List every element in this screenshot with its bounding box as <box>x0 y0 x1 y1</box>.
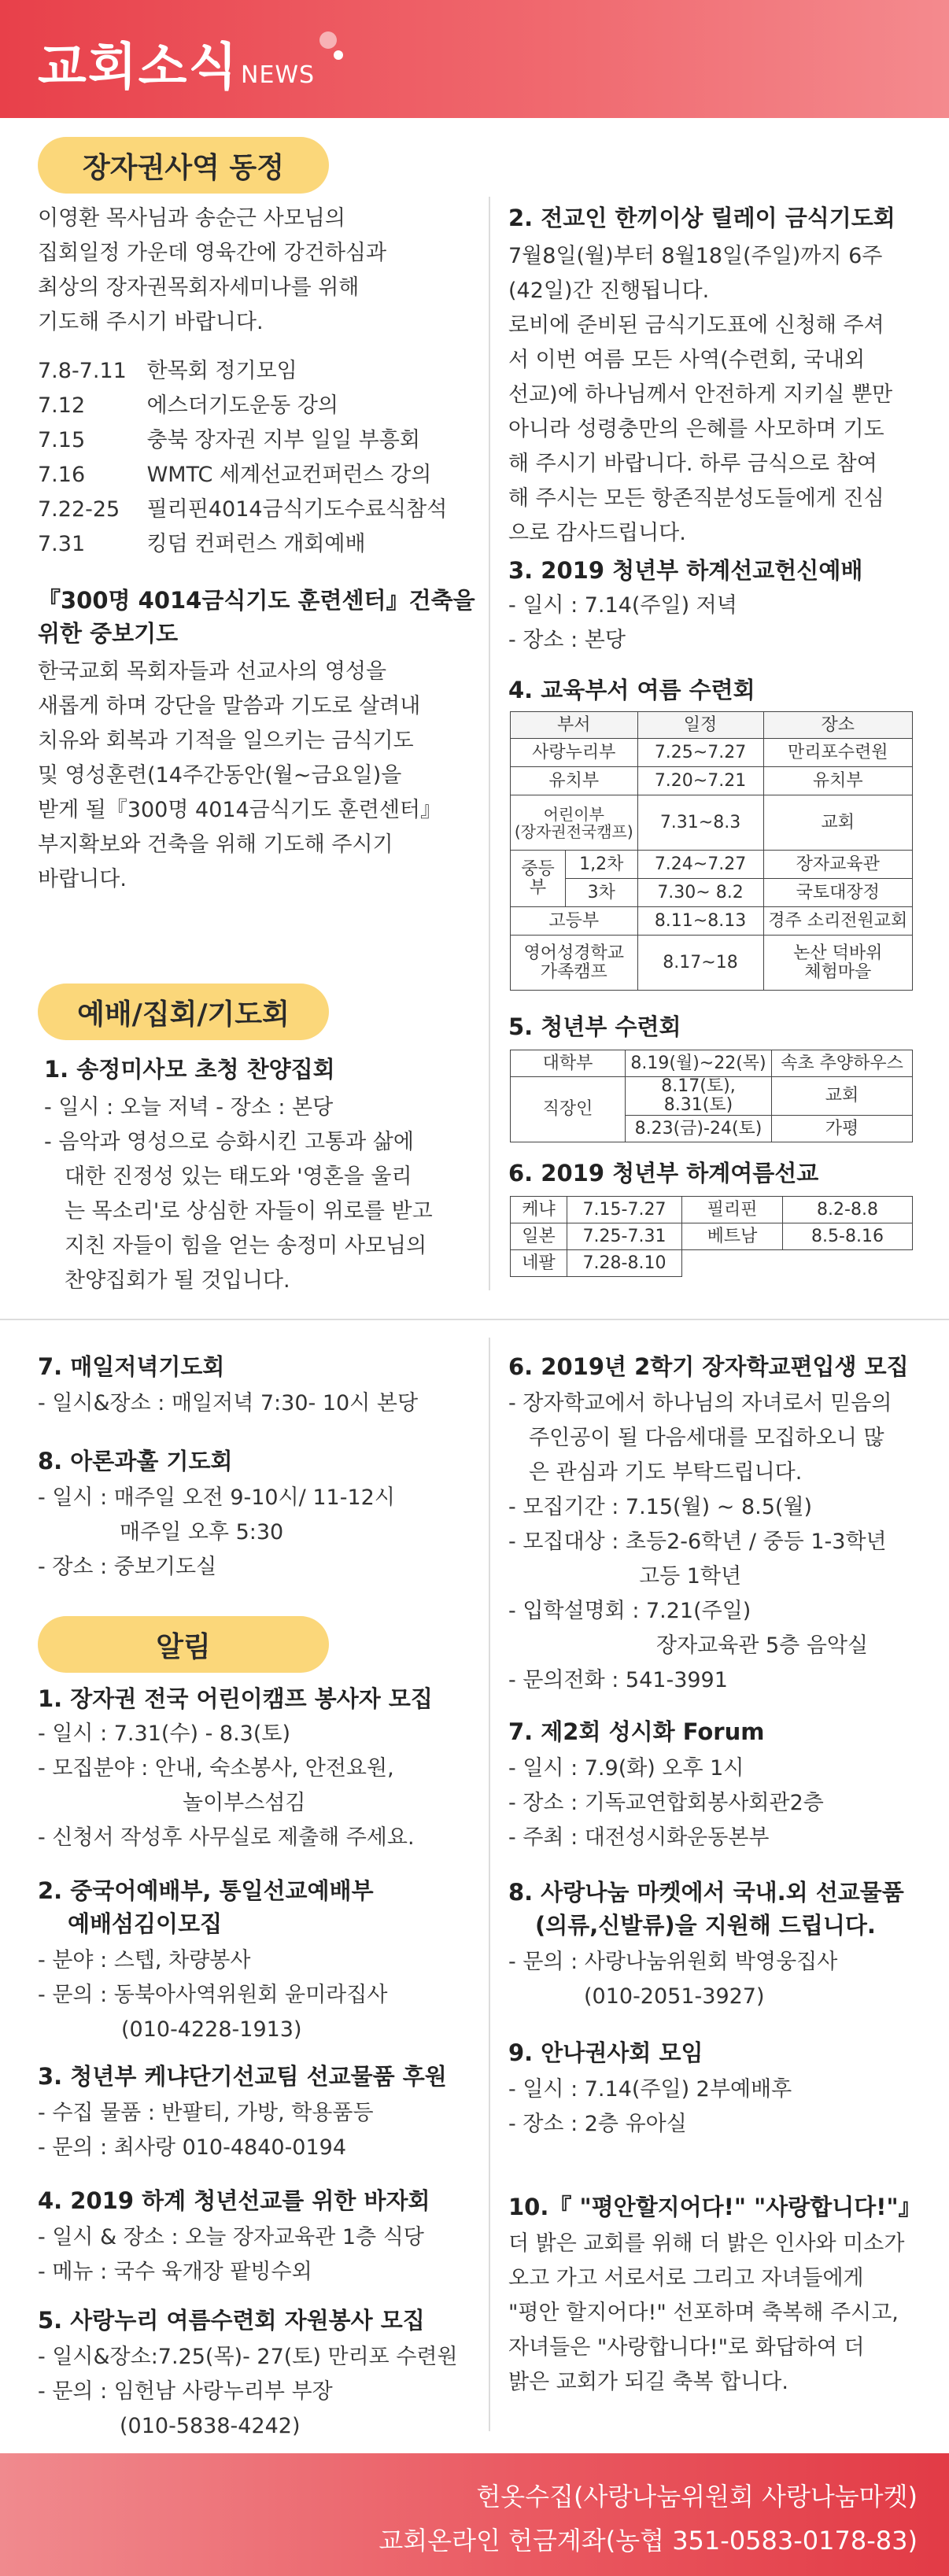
page-subtitle: NEWS <box>241 61 316 89</box>
evening-prayer-title: 7. 매일저녁기도회 <box>38 1353 225 1380</box>
notice-5-details: - 일시&장소:7.25(목)- 27(토) 만리포 수련원 - 문의 : 임헌남 사랑누리부 부장 (010-5838-4242) <box>38 2345 458 2438</box>
anna-details: - 일시 : 7.14(주일) 2부예배후 - 장소 : 2층 유아실 <box>508 2077 792 2136</box>
youth-mission-title: 6. 2019 청년부 하계여름선교 <box>508 1160 819 1187</box>
table-row: 유치부 7.20~7.21 유치부 <box>511 767 913 795</box>
table-row: 일본 7.25-7.31 베트남 8.5-8.16 <box>511 1223 913 1250</box>
evening-prayer-details: - 일시&장소 : 매일저녁 7:30- 10시 본당 <box>38 1391 419 1415</box>
table-row: 어린이부 (장자권전국캠프) 7.31~8.3 교회 <box>511 795 913 851</box>
column-divider <box>489 197 490 1290</box>
footer-bank-account: 교회온라인 헌금계좌(농협 351-0583-0178-83) <box>378 2526 918 2556</box>
concert-details: - 일시 : 오늘 저녁 - 장소 : 본당 - 음악과 영성으로 승화시킨 고통과 삶에 대한 진정성 있는 태도와 '영혼을 울리 는 목소리'로 상심한 자들이 위로를 받고 지친 자들이 힘을 얻는 송정미 사모님의 찬양집회가 될 것입니다. <box>44 1095 433 1293</box>
market-title: 8. 사랑나눔 마켓에서 국내.외 선교물품 (의류,신발류)을 지원해 드립니다. <box>508 1879 904 1939</box>
notice-3-title: 3. 청년부 케냐단기선교팀 선교물품 후원 <box>38 2063 447 2090</box>
schedule-row: 7.15 충북 장자권 지부 일일 부흥회 <box>38 428 420 452</box>
schedule-row: 7.22-25 필리핀4014금식기도수료식참석 <box>38 497 448 522</box>
aaron-hur-details: - 일시 : 매주일 오전 9-10시/ 11-12시 매주일 오후 5:30 - 장소 : 중보기도실 <box>38 1485 395 1579</box>
market-details: - 문의 : 사랑나눔위원회 박영웅집사 (010-2051-3927) <box>508 1950 838 2009</box>
notice-3-details: - 수집 물품 : 반팔티, 가방, 학용품등 - 문의 : 최사랑 010-4840-0194 <box>38 2101 374 2160</box>
youth-worship-details: - 일시 : 7.14(주일) 저녁 - 장소 : 본당 <box>508 593 737 652</box>
notice-2-details: - 분야 : 스텝, 차량봉사 - 문의 : 동북아사역위원회 윤미라집사 (010-4228-1913) <box>38 1948 388 2042</box>
fasting-body: 7월8일(월)부터 8월18일(주일)까지 6주 (42일)간 진행됩니다. 로비에 준비된 금식기도표에 신청해 주셔 서 이번 여름 모든 사역(수련회, 국내외 선교)에 하나님께서 안전하게 지키실 뿐만 아니라 성령충만의 은혜를 사모하며 기도 해 주시기 바랍니다. 하루 금식으로 참여 해 주시는 모든 항존직분성도들에게 진심 으로 감사드립니다. <box>508 244 893 545</box>
page-title: 교회소식 <box>38 39 239 97</box>
forum-details: - 일시 : 7.9(화) 오후 1시 - 장소 : 기독교연합회봉사회관2층 - 주최 : 대전성시화운동본부 <box>508 1756 824 1850</box>
notice-2-title: 2. 중국어예배부, 통일선교예배부 예배섬김이모집 <box>38 1877 374 1937</box>
footer-clothes-collection: 헌옷수집(사랑나눔위원회 사랑나눔마켓) <box>476 2482 918 2511</box>
section-divider <box>0 1319 949 1320</box>
notice-4-details: - 일시 & 장소 : 오늘 장자교육관 1층 식당 - 메뉴 : 국수 육개장 팥빙수외 <box>38 2225 424 2284</box>
notice-5-title: 5. 사랑누리 여름수련회 자원봉사 모집 <box>38 2307 425 2334</box>
section-heading-ministry: 장자권사역 동정 <box>38 137 329 194</box>
footer-banner <box>0 2453 949 2576</box>
table-row: 3차 7.30~ 8.2 국토대장정 <box>511 879 913 907</box>
header-banner <box>0 0 949 118</box>
education-retreat-table <box>510 711 913 991</box>
decor-dot-small-icon <box>334 50 343 60</box>
table-row: 중등부 1,2차 7.24~7.27 장자교육관 <box>511 851 913 879</box>
youth-worship-title: 3. 2019 청년부 하계선교헌신예배 <box>508 557 863 584</box>
table-row: 부서 일정 장소 <box>511 712 913 739</box>
youth-retreat-title: 5. 청년부 수련회 <box>508 1013 681 1040</box>
center-prayer-title: 『300명 4014금식기도 훈련센터』건축을 위한 중보기도 <box>38 587 475 647</box>
school-admission-title: 6. 2019년 2학기 장자학교편입생 모집 <box>508 1353 909 1380</box>
table-row: 케냐 7.15-7.27 필리핀 8.2-8.8 <box>511 1197 913 1223</box>
table-row: 대학부 8.19(월)~22(목) 속초 추양하우스 <box>511 1050 913 1077</box>
school-admission-details: - 장자학교에서 하나님의 자녀로서 믿음의 주인공이 될 다음세대를 모집하오니 많 은 관심과 기도 부탁드립니다. - 모집기간 : 7.15(월) ~ 8.5(월) - 모집대상 : 초등2-6학년 / 중등 1-3학년 고등 1학년 - 입학설명회 : 7.21(주일) 장자교육관 5층 음악실 - 문의전화 : 541-3991 <box>508 1391 892 1692</box>
notice-4-title: 4. 2019 하계 청년선교를 위한 바자회 <box>38 2187 430 2214</box>
fasting-title: 2. 전교인 한끼이상 릴레이 금식기도회 <box>508 205 895 231</box>
forum-title: 7. 제2회 성시화 Forum <box>508 1718 765 1745</box>
schedule-row: 7.8-7.11 한목회 정기모임 <box>38 359 297 383</box>
ministry-intro: 이영환 목사님과 송순근 사모님의 집회일정 가운데 영육간에 강건하심과 최상의 장자권목회자세미나를 위해 기도해 주시기 바랍니다. <box>38 206 387 334</box>
schedule-row: 7.31 킹덤 컨퍼런스 개회예배 <box>38 532 366 556</box>
schedule-row: 7.16 WMTC 세계선교컨퍼런스 강의 <box>38 463 432 487</box>
notice-1-title: 1. 장자권 전국 어린이캠프 봉사자 모집 <box>38 1685 433 1712</box>
notice-1-details: - 일시 : 7.31(수) - 8.3(토) - 모집분야 : 안내, 숙소봉사, 안전요원, 놀이부스섬김 - 신청서 작성후 사무실로 제출해 주세요. <box>38 1722 415 1850</box>
table-row: 네팔 7.28-8.10 <box>511 1250 913 1277</box>
greeting-title: 10.『 "평안할지어다!" "사랑합니다!"』 <box>508 2194 921 2220</box>
center-prayer-body: 한국교회 목회자들과 선교사의 영성을 새롭게 하며 강단을 말씀과 기도로 살려내 치유와 회복과 기적을 일으키는 금식기도 및 영성훈련(14주간동안(월~금요일)을 받게 될『300명 4014금식기도 훈련센터』 부지확보와 건축을 위해 기도해 주시기 바랍니다. <box>38 659 441 891</box>
aaron-hur-title: 8. 아론과훌 기도회 <box>38 1448 233 1474</box>
youth-mission-table <box>510 1196 913 1277</box>
section-heading-worship: 예배/집회/기도회 <box>38 984 329 1040</box>
table-row: 고등부 8.11~8.13 경주 소리전원교회 <box>511 907 913 936</box>
table-row: 직장인 8.17(토), 8.31(토) 교회 <box>511 1077 913 1116</box>
table-row: 영어성경학교 가족캠프 8.17~18 논산 덕바위 체험마을 <box>511 936 913 991</box>
education-retreat-title: 4. 교육부서 여름 수련회 <box>508 677 755 703</box>
table-row: 사랑누리부 7.25~7.27 만리포수련원 <box>511 739 913 767</box>
concert-title: 1. 송정미사모 초청 찬양집회 <box>44 1056 335 1083</box>
ministry-schedule <box>38 354 447 562</box>
table-row: 8.23(금)-24(토) 가평 <box>511 1116 913 1142</box>
anna-title: 9. 안나권사회 모임 <box>508 2039 703 2066</box>
youth-retreat-table <box>510 1050 913 1142</box>
column-divider-lower <box>489 1338 490 2431</box>
greeting-body: 더 밝은 교회를 위해 더 밝은 인사와 미소가 오고 가고 서로서로 그리고 자녀들에게 "평안 할지어다!" 선포하며 축복해 주시고, 자녀들은 "사랑합니다!"로 화답하여 더 밝은 교회가 되길 축복 합니다. <box>508 2231 905 2394</box>
decor-dot-icon <box>319 31 337 49</box>
schedule-row: 7.12 에스더기도운동 강의 <box>38 393 338 418</box>
section-heading-notice: 알림 <box>38 1616 329 1673</box>
